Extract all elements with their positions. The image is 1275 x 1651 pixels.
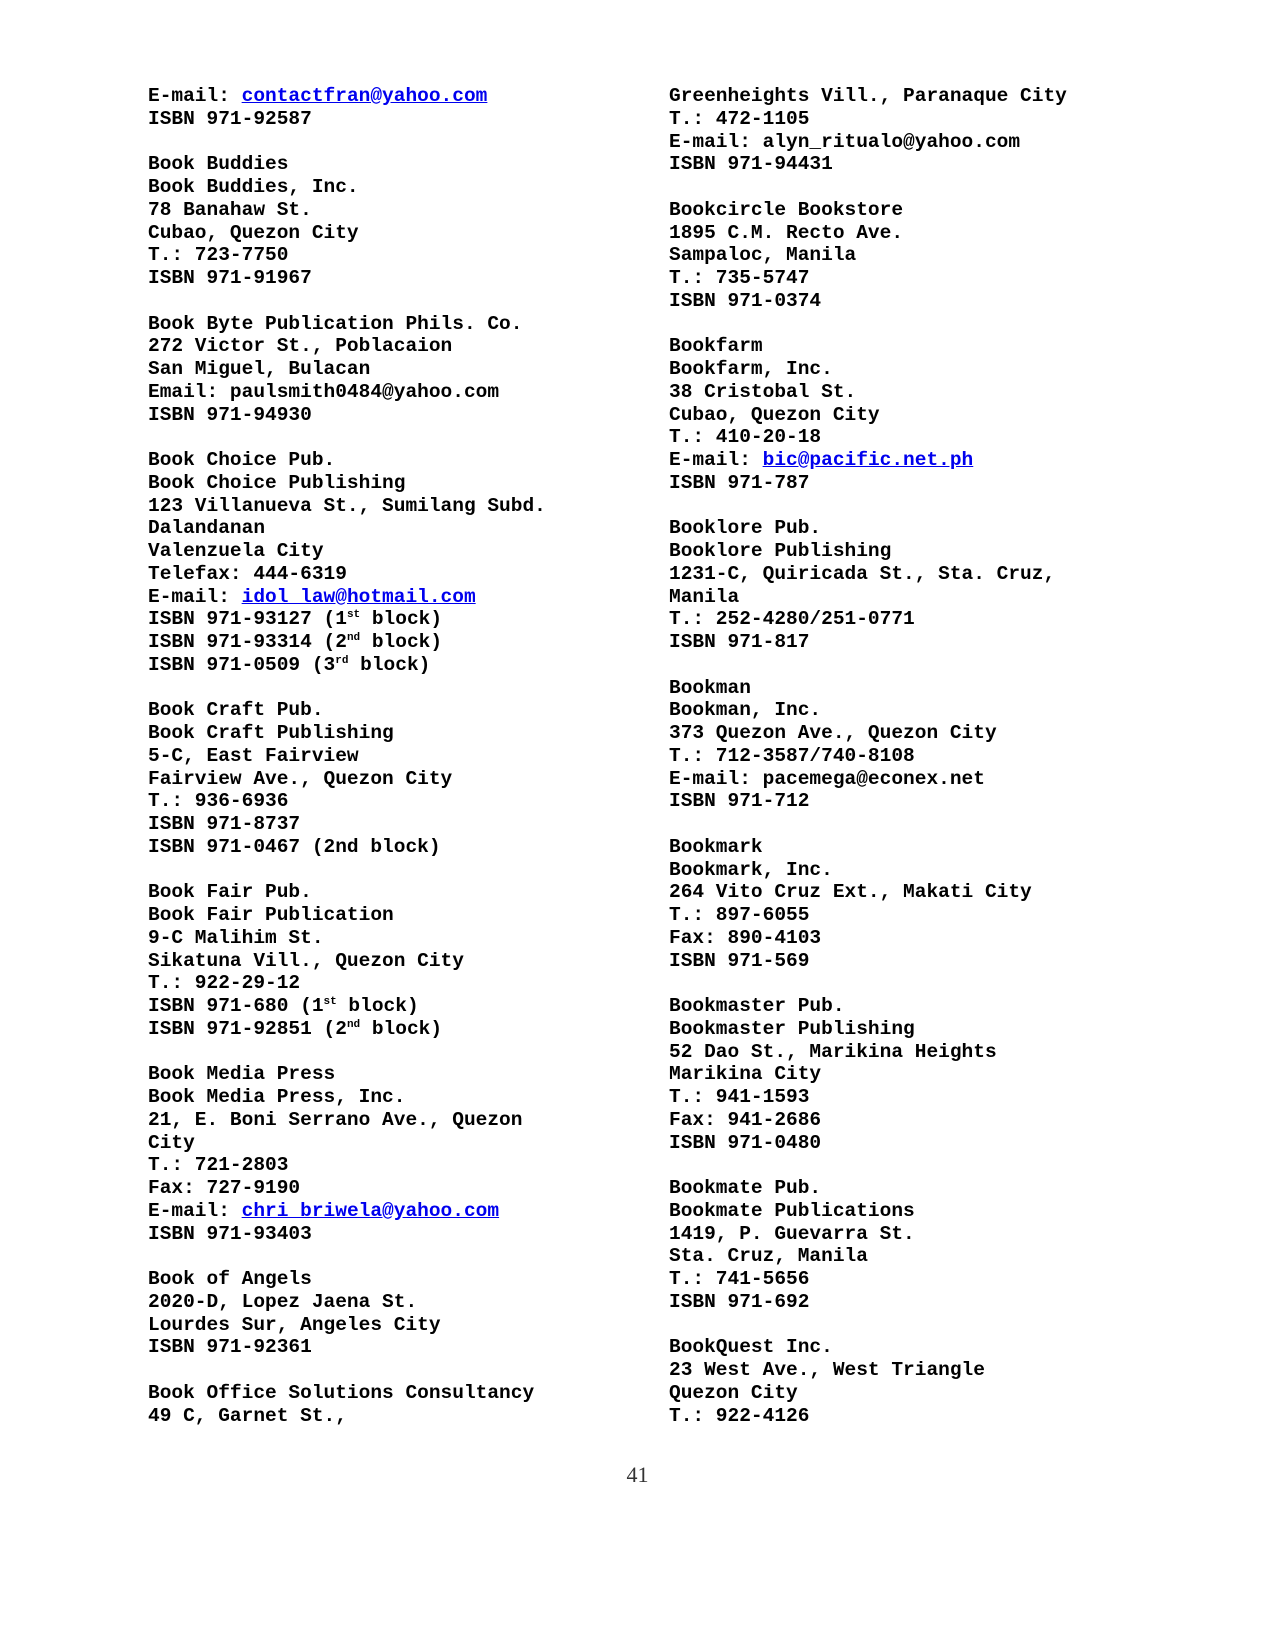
entry-line (148, 176, 648, 199)
line-text-after: block) (336, 995, 419, 1017)
line-text-after: block) (348, 653, 431, 676)
entry-line (669, 563, 1189, 586)
ordinal-suffix: nd (346, 1018, 361, 1031)
entry-line (148, 199, 648, 222)
line-text: 373 Quezon Ave., Quezon City (669, 722, 997, 744)
entry-line (669, 540, 1189, 563)
entry-line (669, 836, 1189, 859)
entry-line (148, 85, 648, 108)
entry-line (669, 859, 1189, 882)
entry-line (148, 654, 648, 677)
line-text: Booklore Publishing (669, 540, 892, 562)
line-text: ISBN 971-94930 (148, 403, 312, 426)
entry-line (669, 244, 1189, 267)
line-text: ISBN 971-787 (669, 471, 810, 494)
line-text: ISBN 971-712 (669, 790, 810, 813)
entry-line (669, 699, 1189, 722)
entry-line (148, 1405, 648, 1428)
entry-line (148, 745, 648, 768)
line-text: 49 C, Garnet St., (148, 1404, 347, 1427)
entry-line (669, 222, 1189, 245)
entry-spacer (148, 426, 648, 449)
line-text: ISBN 971-92851 (2 (148, 1017, 347, 1040)
entry-spacer (669, 176, 1189, 199)
line-text: Book Buddies (148, 153, 289, 176)
line-text: 9-C Malihim St. (148, 926, 324, 949)
line-text: 1419, P. Guevarra St. (669, 1222, 915, 1245)
entry-line (148, 813, 648, 836)
entry-line (148, 1109, 648, 1132)
ordinal-suffix: nd (346, 632, 361, 644)
line-text: Bookfarm (669, 335, 763, 358)
line-text: ISBN 971-92587 (148, 107, 312, 130)
entry-line (148, 540, 648, 563)
line-text: ISBN 971-692 (669, 1290, 810, 1313)
entry-bookfarm (669, 335, 1189, 494)
right-column (669, 85, 1189, 1427)
entry-line (148, 904, 648, 927)
entry-line (148, 1314, 648, 1337)
ordinal-suffix: st (323, 996, 337, 1008)
line-text: E-mail: pacemega@econex.net (669, 767, 985, 790)
email-link[interactable]: idol_law@hotmail.com (241, 585, 476, 608)
line-text: T.: 741-5656 (669, 1268, 810, 1290)
line-text: Bookmate Pub. (669, 1177, 822, 1199)
line-text: Marikina City (669, 1063, 822, 1086)
entry-line (669, 85, 1189, 108)
line-text: ISBN 971-0480 (669, 1131, 822, 1154)
line-text: Booklore Pub. (669, 517, 822, 540)
entry-line (669, 1063, 1189, 1086)
entry-line (669, 358, 1189, 381)
entry-line (669, 1336, 1189, 1359)
line-text: Bookmaster Pub. (669, 995, 845, 1017)
entry-greenheights (669, 85, 1189, 176)
line-text: ISBN 971-91967 (148, 267, 312, 289)
entry-line (669, 677, 1189, 700)
line-text-after: block) (360, 631, 443, 653)
line-text: 272 Victor St., Poblacaion (148, 335, 453, 358)
line-text: 21, E. Boni Serrano Ave., Quezon (148, 1108, 523, 1131)
entry-line (148, 108, 648, 131)
entry-line (148, 1018, 648, 1041)
entry-line (148, 881, 648, 904)
entry-line (669, 199, 1189, 222)
entry-line (148, 1063, 648, 1086)
entry-booklore (669, 517, 1189, 654)
entry-line (148, 699, 648, 722)
entry-spacer (669, 313, 1189, 336)
entry-line (669, 790, 1189, 813)
entry-line (148, 1268, 648, 1291)
line-text: ISBN 971-0374 (669, 289, 822, 312)
line-text: Book Byte Publication Phils. Co. (148, 312, 523, 335)
entry-bookman (669, 677, 1189, 814)
line-text: Sikatuna Vill., Quezon City (148, 949, 464, 972)
line-text: Manila (669, 585, 740, 608)
entry-line (148, 313, 648, 336)
line-text: ISBN 971-0467 (2nd block) (148, 835, 441, 858)
line-text: Telefax: 444-6319 (148, 562, 347, 585)
entry-spacer (669, 813, 1189, 836)
line-text: Valenzuela City (148, 540, 324, 562)
entry-line (669, 950, 1189, 973)
entry-line (669, 1018, 1189, 1041)
entry-line (148, 1086, 648, 1109)
line-text: ISBN 971-8737 (148, 813, 301, 835)
entry-line (669, 1177, 1189, 1200)
entry-line (148, 1382, 648, 1405)
entry-spacer (669, 495, 1189, 518)
entry-bookmark (669, 836, 1189, 973)
entry-line (148, 972, 648, 995)
entry-bookquest (669, 1336, 1189, 1427)
line-text: Book Fair Pub. (148, 881, 312, 904)
email-link[interactable]: bic@pacific.net.ph (762, 449, 974, 471)
entry-line (669, 1109, 1189, 1132)
line-text: Greenheights Vill., Paranaque City (669, 85, 1067, 107)
line-text: T.: 941-1593 (669, 1086, 810, 1108)
entry-line (669, 1086, 1189, 1109)
ordinal-suffix: st (346, 609, 361, 622)
line-text: Book Media Press, Inc. (148, 1086, 406, 1108)
line-text: Dalandanan (148, 517, 266, 540)
line-text: T.: 897-6055 (669, 904, 810, 926)
entry-line (148, 404, 648, 427)
entry-line (148, 495, 648, 518)
line-text: 23 West Ave., West Triangle (669, 1359, 985, 1381)
entry-line (148, 517, 648, 540)
line-text: BookQuest Inc. (669, 1336, 833, 1359)
line-text: T.: 472-1105 (669, 107, 810, 130)
line-text: City (148, 1131, 195, 1154)
line-text: 38 Cristobal St. (669, 380, 857, 403)
entry-line (669, 904, 1189, 927)
entry-bookmaster (669, 995, 1189, 1154)
line-text: Fairview Ave., Quezon City (148, 767, 453, 790)
entry-line (669, 608, 1189, 631)
entry-line (669, 745, 1189, 768)
line-text-after: block) (360, 608, 443, 631)
line-text: 264 Vito Cruz Ext., Makati City (669, 881, 1032, 904)
entry-line (148, 335, 648, 358)
line-text: T.: 712-3587/740-8108 (669, 744, 915, 767)
line-text: ISBN 971-94431 (669, 153, 833, 176)
entry-book-of-angels (148, 1268, 648, 1359)
entry-line (669, 404, 1189, 427)
entry-line (669, 335, 1189, 358)
entry-line (148, 381, 648, 404)
entry-contactfran (148, 85, 648, 131)
entry-spacer (148, 1245, 648, 1268)
line-text: Book Choice Pub. (148, 449, 336, 471)
line-text: ISBN 971-569 (669, 949, 810, 972)
ordinal-suffix: rd (335, 654, 349, 667)
entry-bookcircle (669, 199, 1189, 313)
line-text: San Miguel, Bulacan (148, 358, 371, 380)
entry-spacer (669, 654, 1189, 677)
line-text: 1231-C, Quiricada St., Sta. Cruz, (669, 562, 1056, 585)
entry-line (148, 790, 648, 813)
entry-line (669, 131, 1189, 154)
entry-line (148, 153, 648, 176)
line-text: Book of Angels (148, 1268, 312, 1290)
entry-line (669, 267, 1189, 290)
entry-line (148, 1336, 648, 1359)
entry-line (148, 1200, 648, 1223)
entry-line (148, 995, 648, 1018)
line-text: E-mail: (148, 585, 242, 608)
line-text: 52 Dao St., Marikina Heights (669, 1040, 997, 1063)
line-text: Bookman (669, 676, 751, 699)
entry-line (148, 472, 648, 495)
entry-line (148, 222, 648, 245)
entry-line (148, 563, 648, 586)
entry-bookmate (669, 1177, 1189, 1314)
entry-line (148, 1223, 648, 1246)
line-text: ISBN 971-680 (1 (148, 995, 324, 1017)
entry-spacer (148, 677, 648, 700)
entry-line (669, 1268, 1189, 1291)
entry-spacer (148, 859, 648, 882)
line-text: 123 Villanueva St., Sumilang Subd. (148, 494, 546, 517)
entry-line (669, 1382, 1189, 1405)
line-text: T.: 723-7750 (148, 244, 289, 267)
line-text: Book Office Solutions Consultancy (148, 1381, 535, 1404)
line-text: Book Craft Publishing (148, 722, 394, 744)
entry-book-choice (148, 449, 648, 677)
line-text: Cubao, Quezon City (669, 403, 880, 426)
line-text: Bookmark (669, 835, 763, 858)
line-text: Book Media Press (148, 1063, 336, 1086)
entry-line (669, 1245, 1189, 1268)
line-text: T.: 721-2803 (148, 1154, 289, 1177)
entry-line (148, 1291, 648, 1314)
line-text: 5-C, East Fairview (148, 744, 359, 767)
line-text: Bookmark, Inc. (669, 858, 833, 881)
line-text: Bookmaster Publishing (669, 1017, 915, 1040)
entry-line (148, 608, 648, 631)
line-text: ISBN 971-93127 (1 (148, 608, 347, 631)
line-text: Bookcircle Bookstore (669, 198, 904, 221)
left-column (148, 85, 648, 1427)
line-text: Sampaloc, Manila (669, 244, 857, 267)
line-text: 78 Banahaw St. (148, 198, 312, 221)
entry-spacer (669, 972, 1189, 995)
line-text: Cubao, Quezon City (148, 221, 359, 244)
entry-line (148, 927, 648, 950)
entry-line (669, 586, 1189, 609)
entry-book-office (148, 1382, 648, 1428)
entry-line (148, 1154, 648, 1177)
line-text-after: block) (360, 1017, 443, 1040)
entry-line (669, 1223, 1189, 1246)
line-text: ISBN 971-92361 (148, 1336, 312, 1359)
line-text: Fax: 941-2686 (669, 1108, 822, 1131)
entry-line (148, 586, 648, 609)
entry-line (669, 995, 1189, 1018)
entry-book-byte (148, 313, 648, 427)
line-text: ISBN 971-93403 (148, 1222, 312, 1245)
entry-line (148, 358, 648, 381)
entry-line (669, 290, 1189, 313)
entry-spacer (148, 1359, 648, 1382)
line-text: Book Buddies, Inc. (148, 176, 359, 198)
line-text: Quezon City (669, 1381, 798, 1404)
entry-book-media (148, 1063, 648, 1245)
line-text: ISBN 971-93314 (2 (148, 631, 347, 653)
email-link[interactable]: contactfran@yahoo.com (241, 85, 488, 107)
entry-line (669, 426, 1189, 449)
line-text: Sta. Cruz, Manila (669, 1245, 868, 1268)
line-text: Book Craft Pub. (148, 699, 324, 722)
page-number: 41 (626, 1462, 649, 1487)
entry-line (148, 449, 648, 472)
entry-line (669, 722, 1189, 745)
entry-line (148, 1132, 648, 1155)
line-text: T.: 410-20-18 (669, 426, 822, 449)
entry-line (669, 449, 1189, 472)
entry-line (669, 1359, 1189, 1382)
entry-book-buddies (148, 153, 648, 290)
entry-line (148, 244, 648, 267)
line-text: Lourdes Sur, Angeles City (148, 1313, 441, 1336)
line-text: T.: 922-29-12 (148, 972, 301, 995)
entry-spacer (148, 290, 648, 313)
entry-line (669, 1291, 1189, 1314)
line-text: Book Choice Publishing (148, 471, 406, 494)
entry-line (148, 950, 648, 973)
entry-line (148, 631, 648, 654)
entry-line (669, 881, 1189, 904)
entry-line (669, 108, 1189, 131)
line-text: T.: 936-6936 (148, 790, 289, 813)
entry-line (148, 267, 648, 290)
entry-line (669, 631, 1189, 654)
entry-line (669, 1405, 1189, 1428)
entry-line (148, 836, 648, 859)
entry-line (148, 1177, 648, 1200)
line-text: T.: 922-4126 (669, 1404, 810, 1427)
line-text: ISBN 971-817 (669, 631, 810, 653)
line-text: 1895 C.M. Recto Ave. (669, 221, 904, 244)
entry-line (669, 381, 1189, 404)
line-text: Fax: 727-9190 (148, 1177, 301, 1199)
line-text: 2020-D, Lopez Jaena St. (148, 1290, 418, 1313)
entry-book-fair (148, 881, 648, 1040)
entry-line (669, 1041, 1189, 1064)
entry-line (148, 722, 648, 745)
entry-line (669, 927, 1189, 950)
line-text: E-mail: (148, 85, 242, 107)
entry-spacer (148, 131, 648, 154)
email-link[interactable]: chri_briwela@yahoo.com (241, 1199, 500, 1222)
line-text: T.: 252-4280/251-0771 (669, 608, 915, 631)
line-text: E-mail: alyn_ritualo@yahoo.com (669, 130, 1021, 153)
entry-spacer (669, 1314, 1189, 1337)
entry-line (669, 517, 1189, 540)
line-text: Bookfarm, Inc. (669, 358, 833, 380)
entry-line (669, 1200, 1189, 1223)
entry-line (669, 153, 1189, 176)
line-text: T.: 735-5747 (669, 267, 810, 289)
line-text: E-mail: (148, 1199, 242, 1222)
line-text: Fax: 890-4103 (669, 926, 822, 949)
line-text: Bookmate Publications (669, 1199, 915, 1222)
entry-spacer (669, 1154, 1189, 1177)
line-text: E-mail: (669, 449, 763, 471)
line-text: Book Fair Publication (148, 904, 394, 926)
entry-line (669, 768, 1189, 791)
line-text: Email: paulsmith0484@yahoo.com (148, 380, 500, 403)
entry-line (669, 472, 1189, 495)
entry-spacer (148, 1041, 648, 1064)
line-text: ISBN 971-0509 (3 (148, 653, 336, 676)
entry-line (148, 768, 648, 791)
line-text: Bookman, Inc. (669, 699, 822, 722)
entry-book-craft (148, 699, 648, 858)
entry-line (669, 1132, 1189, 1155)
